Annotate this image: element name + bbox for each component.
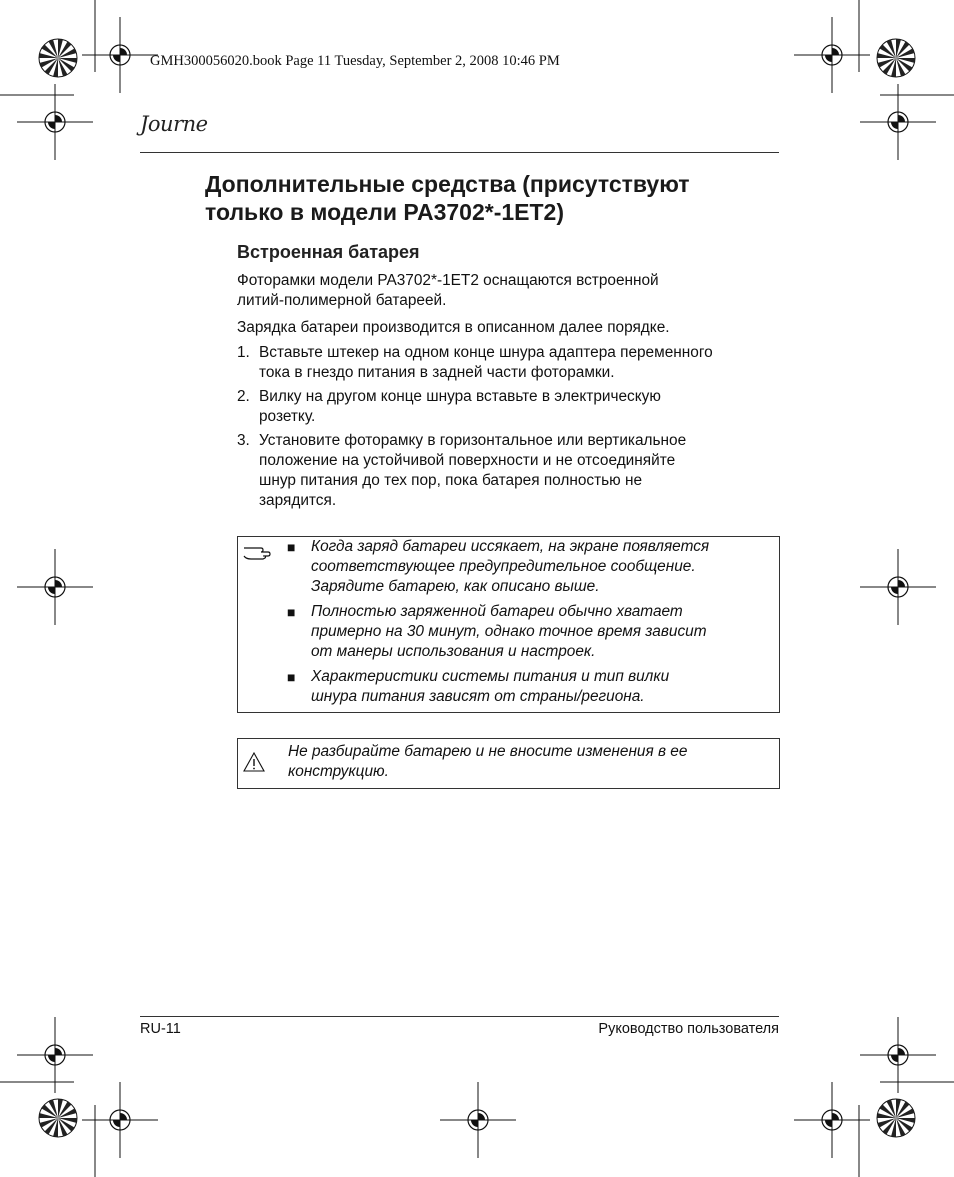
note-item xyxy=(287,537,777,597)
note-line: примерно на 30 минут, однако точное время зависит xyxy=(311,623,707,640)
bullet-square: ■ xyxy=(287,669,296,685)
bullet-square: ■ xyxy=(287,539,296,555)
title-line-1: Дополнительные средства (присутствуют xyxy=(205,171,690,197)
note-line: шнура питания зависят от страны/региона. xyxy=(311,688,645,705)
footer-rule xyxy=(140,1016,779,1017)
notes-list xyxy=(287,537,777,712)
color-starburst-mark xyxy=(39,39,77,77)
step-item xyxy=(237,387,782,427)
step-number: 1. xyxy=(237,344,250,361)
intro-line-2: литий-полимерной батареей. xyxy=(237,292,447,309)
step-line: тока в гнездо питания в задней части фоторамки. xyxy=(259,364,615,381)
header-rule xyxy=(140,152,779,153)
intro-paragraph xyxy=(237,271,782,311)
step-line: Вставьте штекер на одном конце шнура адаптера переменного xyxy=(259,344,713,361)
color-starburst-mark xyxy=(877,39,915,77)
book-info-line: GMH300056020.book Page 11 Tuesday, September 2, 2008 10:46 PM xyxy=(150,53,560,69)
step-number: 3. xyxy=(237,432,250,449)
note-item xyxy=(287,667,777,707)
warning-line: Не разбирайте батарею и не вносите изменения в ее xyxy=(288,743,688,760)
note-line: соответствующее предупредительное сообщение. xyxy=(311,558,696,575)
subsection-title: Встроенная батарея xyxy=(237,242,420,262)
registration-crosshair xyxy=(82,17,158,93)
bullet-square: ■ xyxy=(287,604,296,620)
page-number: RU-11 xyxy=(140,1021,181,1037)
manual-title: Руководство пользователя xyxy=(598,1021,779,1037)
warning-line: конструкцию. xyxy=(288,763,389,780)
note-line: Характеристики системы питания и тип вилки xyxy=(311,668,670,685)
note-line: Когда заряд батареи иссякает, на экране появляется xyxy=(311,538,710,555)
pointing-hand-icon xyxy=(243,544,273,562)
title-line-2: только в модели PA3702*-1ET2) xyxy=(205,199,565,225)
note-line: от манеры использования и настроек. xyxy=(311,643,596,660)
registration-crosshair xyxy=(860,549,936,625)
registration-crosshair xyxy=(82,1082,158,1158)
registration-crosshair xyxy=(17,549,93,625)
step-line: розетку. xyxy=(259,408,316,425)
section-title xyxy=(205,170,785,226)
notes-box xyxy=(237,536,780,713)
note-line: Зарядите батарею, как описано выше. xyxy=(311,578,600,595)
note-line: Полностью заряженной батареи обычно хватает xyxy=(311,603,683,620)
step-line: положение на устойчивой поверхности и не отсоединяйте xyxy=(259,452,676,469)
warning-triangle-icon xyxy=(242,751,266,773)
intro-line-1: Фоторамки модели PA3702*-1ET2 оснащаются встроенной xyxy=(237,272,659,289)
step-line: Установите фоторамку в горизонтальное или вертикальное xyxy=(259,432,687,449)
charging-paragraph: Зарядка батареи производится в описанном далее порядке. xyxy=(237,319,670,336)
step-item xyxy=(237,431,782,511)
warning-box xyxy=(237,738,780,789)
note-item xyxy=(287,602,777,662)
journe-logo: Journe xyxy=(140,112,208,136)
step-line: Вилку на другом конце шнура вставьте в электрическую xyxy=(259,388,661,405)
step-line: зарядится. xyxy=(259,492,337,509)
step-item xyxy=(237,343,782,383)
color-starburst-mark xyxy=(39,1099,77,1137)
step-number: 2. xyxy=(237,388,250,405)
warning-text xyxy=(288,742,768,782)
step-line: шнур питания до тех пор, пока батарея полностью не xyxy=(259,472,643,489)
registration-crosshair xyxy=(440,1082,516,1158)
color-starburst-mark xyxy=(877,1099,915,1137)
charging-steps xyxy=(237,343,782,515)
